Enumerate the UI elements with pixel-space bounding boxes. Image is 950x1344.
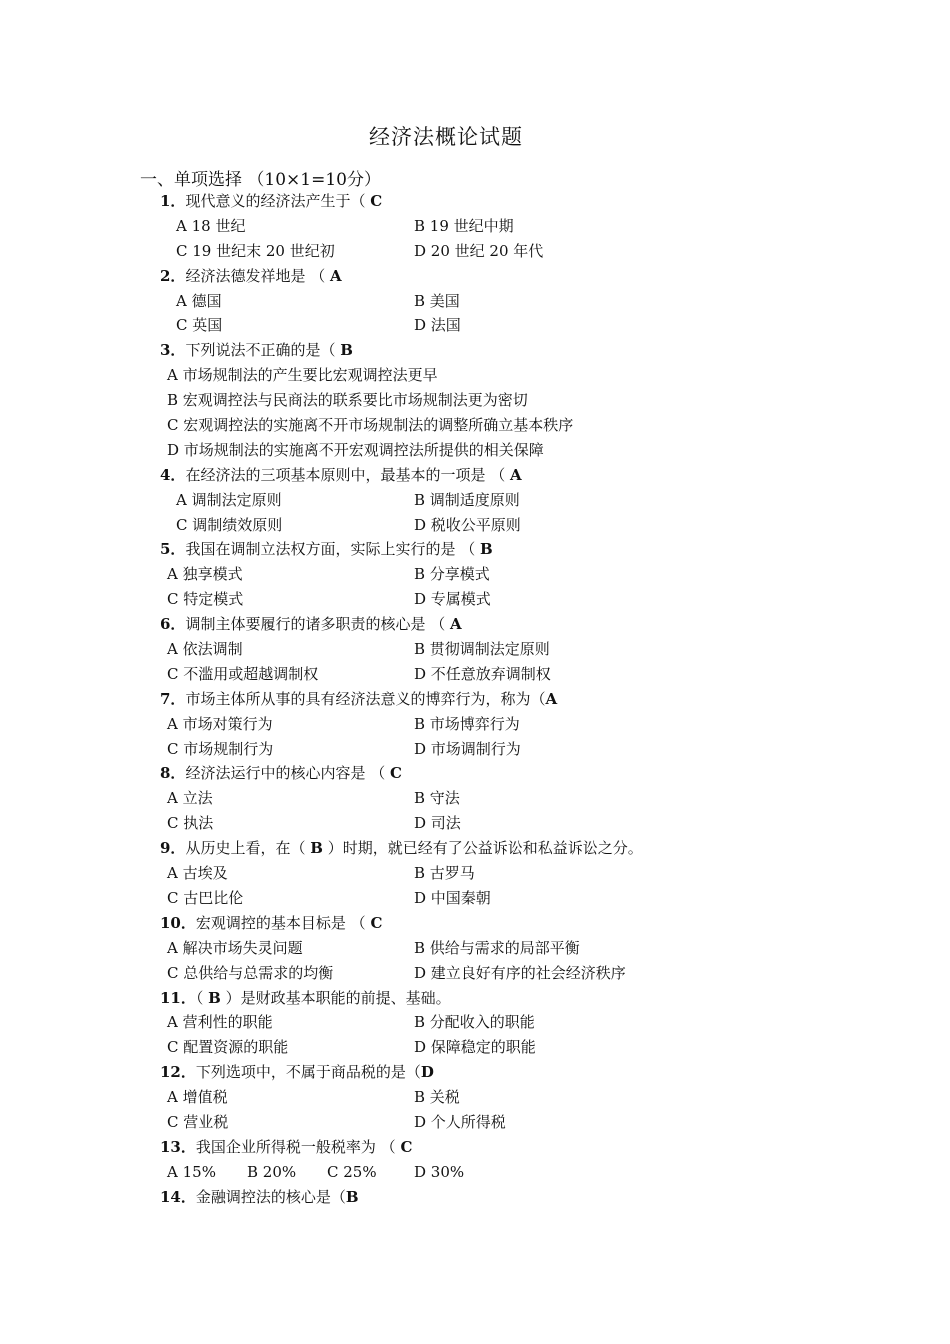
option-b: B 市场博弈行为 (414, 714, 520, 733)
question-3: 3．下列说法不正确的是（ B (160, 341, 353, 360)
option-d: D 市场规制法的实施离不开宏观调控法所提供的相关保障 (167, 440, 544, 459)
options-row (0, 438, 950, 463)
options-row (0, 936, 950, 961)
answer: B (310, 839, 323, 858)
option-c: C 19 世纪末 20 世纪初 (176, 241, 335, 260)
options-row (0, 413, 950, 438)
option-d: D 20 世纪 20 年代 (414, 241, 544, 260)
options-row (0, 662, 950, 687)
options-row (0, 811, 950, 836)
answer: A (545, 689, 558, 708)
option-b: B 19 世纪中期 (414, 216, 514, 235)
option-d: D 司法 (414, 814, 461, 833)
options-row (0, 786, 950, 811)
question-6: 6．调制主体要履行的诸多职责的核心是 （ A (160, 615, 462, 634)
option-c: C 市场规制行为 (167, 739, 274, 758)
option-c: C 总供给与总需求的均衡 (167, 963, 334, 982)
option-d: D 建立良好有序的社会经济秩序 (414, 963, 626, 982)
options-row (0, 363, 950, 388)
answer: B (208, 988, 221, 1007)
option-a: A 依法调制 (167, 640, 243, 659)
options-row (0, 861, 950, 886)
option-b: B 宏观调控法与民商法的联系要比市场规制法更为密切 (167, 391, 528, 410)
option-c: C 宏观调控法的实施离不开市场规制法的调整所确立基本秩序 (167, 416, 574, 435)
option-d: D 30% (414, 1162, 465, 1181)
question-4: 4．在经济法的三项基本原则中，最基本的一项是 （ A (160, 465, 522, 484)
option-b: B 守法 (414, 789, 460, 808)
option-a: A 立法 (167, 789, 213, 808)
question-1: 1．现代意义的经济法产生于（ C (160, 192, 383, 210)
question-list (0, 189, 950, 1210)
options-row (0, 289, 950, 314)
option-d: D 市场调制行为 (414, 739, 521, 758)
option-b: B 分享模式 (414, 565, 490, 584)
options-row (0, 712, 950, 737)
option-c: C 营业税 (167, 1112, 229, 1131)
option-d: D 专属模式 (414, 590, 491, 609)
answer: B (345, 1187, 359, 1206)
option-d: D 保障稳定的职能 (414, 1038, 536, 1057)
answer: D (420, 1063, 434, 1082)
options-row (0, 388, 950, 413)
options-row (0, 313, 950, 338)
option-c: C 特定模式 (167, 590, 244, 609)
question-13: 13．我国企业所得税一般税率为 （ C (160, 1137, 413, 1156)
option-c: C 英国 (176, 316, 223, 335)
options-row (0, 562, 950, 587)
options-row (0, 1085, 950, 1110)
question-9: 9．从历史上看，在（ B ）时期，就已经有了公益诉讼和私益诉讼之分。 (160, 839, 643, 858)
options-row (0, 737, 950, 762)
option-a: A 15% (167, 1162, 216, 1181)
option-d: D 税收公平原则 (414, 515, 521, 534)
answer: C (400, 1137, 413, 1156)
option-b: B 供给与需求的局部平衡 (414, 938, 580, 957)
question-12: 12．下列选项中，不属于商品税的是（D (160, 1063, 434, 1082)
option-d: D 中国秦朝 (414, 888, 491, 907)
answer: C (370, 192, 383, 210)
option-a: A 调制法定原则 (176, 490, 282, 509)
option-c: C 25% (327, 1162, 377, 1181)
option-b: B 关税 (414, 1088, 460, 1107)
section-heading: 一、单项选择 （10×1=10分） (140, 170, 381, 190)
options-row (0, 1010, 950, 1035)
options-row (0, 886, 950, 911)
answer: A (330, 266, 342, 285)
option-a: A 市场对策行为 (167, 714, 273, 733)
options-row (0, 239, 950, 264)
question-7: 7．市场主体所从事的具有经济法意义的博弈行为，称为（A (160, 689, 558, 708)
question-8: 8．经济法运行中的核心内容是 （ C (160, 764, 402, 783)
answer: B (340, 341, 353, 360)
options-row (0, 1110, 950, 1135)
option-a: A 解决市场失灵问题 (167, 938, 303, 957)
answer: A (510, 465, 522, 484)
option-d: D 不任意放弃调制权 (414, 664, 551, 683)
question-14: 14．金融调控法的核心是（B (160, 1187, 359, 1206)
option-a: A 古埃及 (167, 864, 228, 883)
options-row (0, 1035, 950, 1060)
option-b: B 调制适度原则 (414, 490, 520, 509)
option-a: A 独享模式 (167, 565, 243, 584)
option-a: A 营利性的职能 (167, 1013, 273, 1032)
options-row (0, 637, 950, 662)
option-a: A 市场规制法的产生要比宏观调控法更早 (167, 366, 438, 385)
answer: C (370, 913, 383, 932)
page-title: 经济法概论试题 (369, 125, 523, 149)
option-a: A 18 世纪 (176, 216, 246, 235)
option-c: C 古巴比伦 (167, 888, 244, 907)
question-10: 10．宏观调控的基本目标是 （ C (160, 913, 383, 932)
option-b: B 古罗马 (414, 864, 475, 883)
option-c: C 配置资源的职能 (167, 1038, 289, 1057)
option-d: D 个人所得税 (414, 1112, 506, 1131)
question-2: 2．经济法德发祥地是 （ A (160, 266, 342, 285)
answer: A (450, 615, 462, 634)
option-a: A 德国 (176, 291, 222, 310)
option-a: A 增值税 (167, 1088, 228, 1107)
option-c: C 调制绩效原则 (176, 515, 283, 534)
options-row (0, 513, 950, 538)
options-row (0, 488, 950, 513)
options-row (0, 587, 950, 612)
option-c: C 不滥用或超越调制权 (167, 664, 319, 683)
option-b: B 贯彻调制法定原则 (414, 640, 550, 659)
question-5: 5．我国在调制立法权方面，实际上实行的是 （ B (160, 540, 493, 559)
option-b: B 20% (247, 1162, 297, 1181)
answer: C (390, 764, 402, 783)
options-row (0, 961, 950, 986)
options-row (0, 214, 950, 239)
answer: B (480, 540, 493, 559)
option-d: D 法国 (414, 316, 461, 335)
option-b: B 分配收入的职能 (414, 1013, 535, 1032)
options-row (0, 1160, 950, 1185)
option-c: C 执法 (167, 814, 214, 833)
option-b: B 美国 (414, 291, 460, 310)
question-11: 11．（ B ）是财政基本职能的前提、基础。 (160, 988, 451, 1007)
